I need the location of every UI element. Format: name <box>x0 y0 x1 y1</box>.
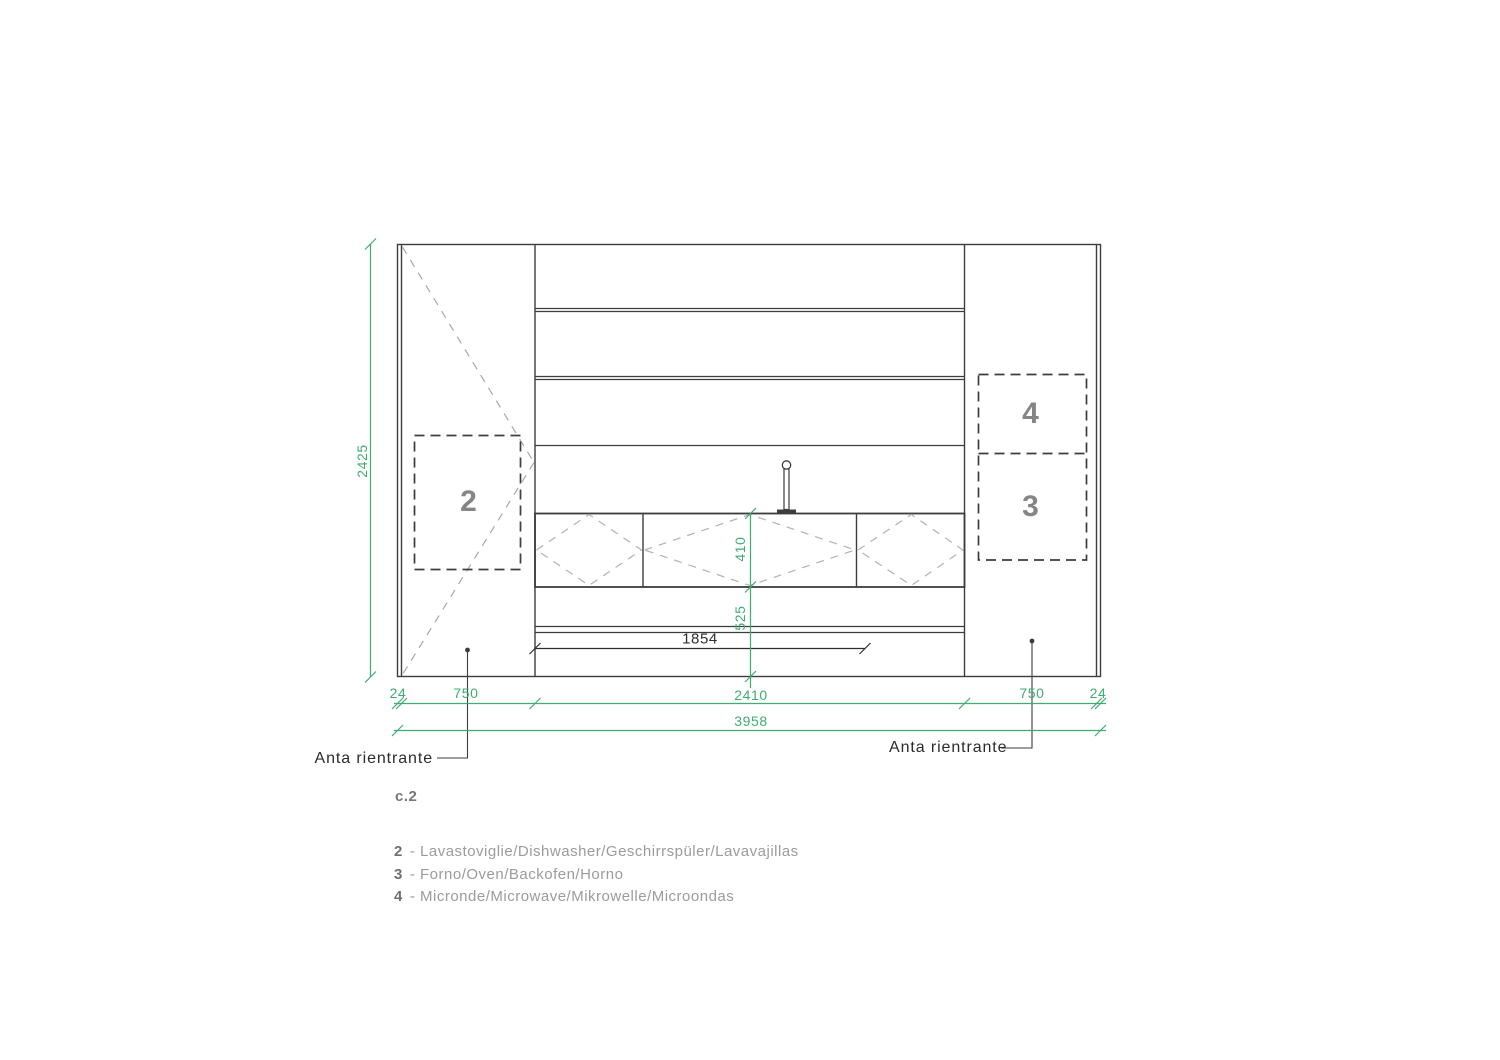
faucet-icon <box>777 461 796 514</box>
dishwasher-number: 2 <box>460 485 478 518</box>
drawer-opening-symbols <box>537 515 964 586</box>
legend-number: 3 <box>394 865 403 883</box>
legend-item-oven <box>394 866 799 889</box>
door-swing-left <box>403 247 535 675</box>
cabinet-outline <box>398 245 1101 677</box>
oven-number: 3 <box>1022 490 1040 523</box>
legend-number: 4 <box>394 888 403 905</box>
dim-label-base-lower: 525 <box>732 605 748 631</box>
dim-label-drawer-front: 410 <box>732 536 748 562</box>
dim-label-panel-right: 24 <box>1089 685 1107 701</box>
legend-label: - Micronde/Microwave/Mikrowelle/Microondas <box>409 888 735 905</box>
dim-label-sink-run: 1854 <box>682 630 718 648</box>
sink-base-unit <box>535 514 965 633</box>
callout-left-door: Anta rientrante <box>314 750 433 767</box>
dim-label-right-column: 750 <box>1019 685 1045 701</box>
dim-label-total-height: 2425 <box>354 444 370 478</box>
drawing-code: c.2 <box>395 788 418 805</box>
dim-label-panel-left: 24 <box>389 685 407 701</box>
leader-left-door <box>437 648 470 758</box>
tall-unit-shelf-lines <box>535 309 965 446</box>
legend-label: - Forno/Oven/Backofen/Horno <box>409 865 624 883</box>
callout-right-door: Anta rientrante <box>889 739 1008 756</box>
appliance-legend <box>394 843 799 911</box>
legend-label: - Lavastoviglie/Dishwasher/Geschirrspüler/Lavavajillas <box>409 843 799 860</box>
dim-line-heights-410-525 <box>745 508 756 688</box>
legend-item-dishwasher <box>394 843 799 866</box>
legend-item-microwave <box>394 888 799 911</box>
legend-number: 2 <box>394 843 403 860</box>
dim-label-total-width: 3958 <box>734 713 768 729</box>
microwave-number: 4 <box>1022 397 1040 430</box>
dim-label-left-column: 750 <box>453 685 479 701</box>
dim-label-center-run: 2410 <box>734 687 768 703</box>
